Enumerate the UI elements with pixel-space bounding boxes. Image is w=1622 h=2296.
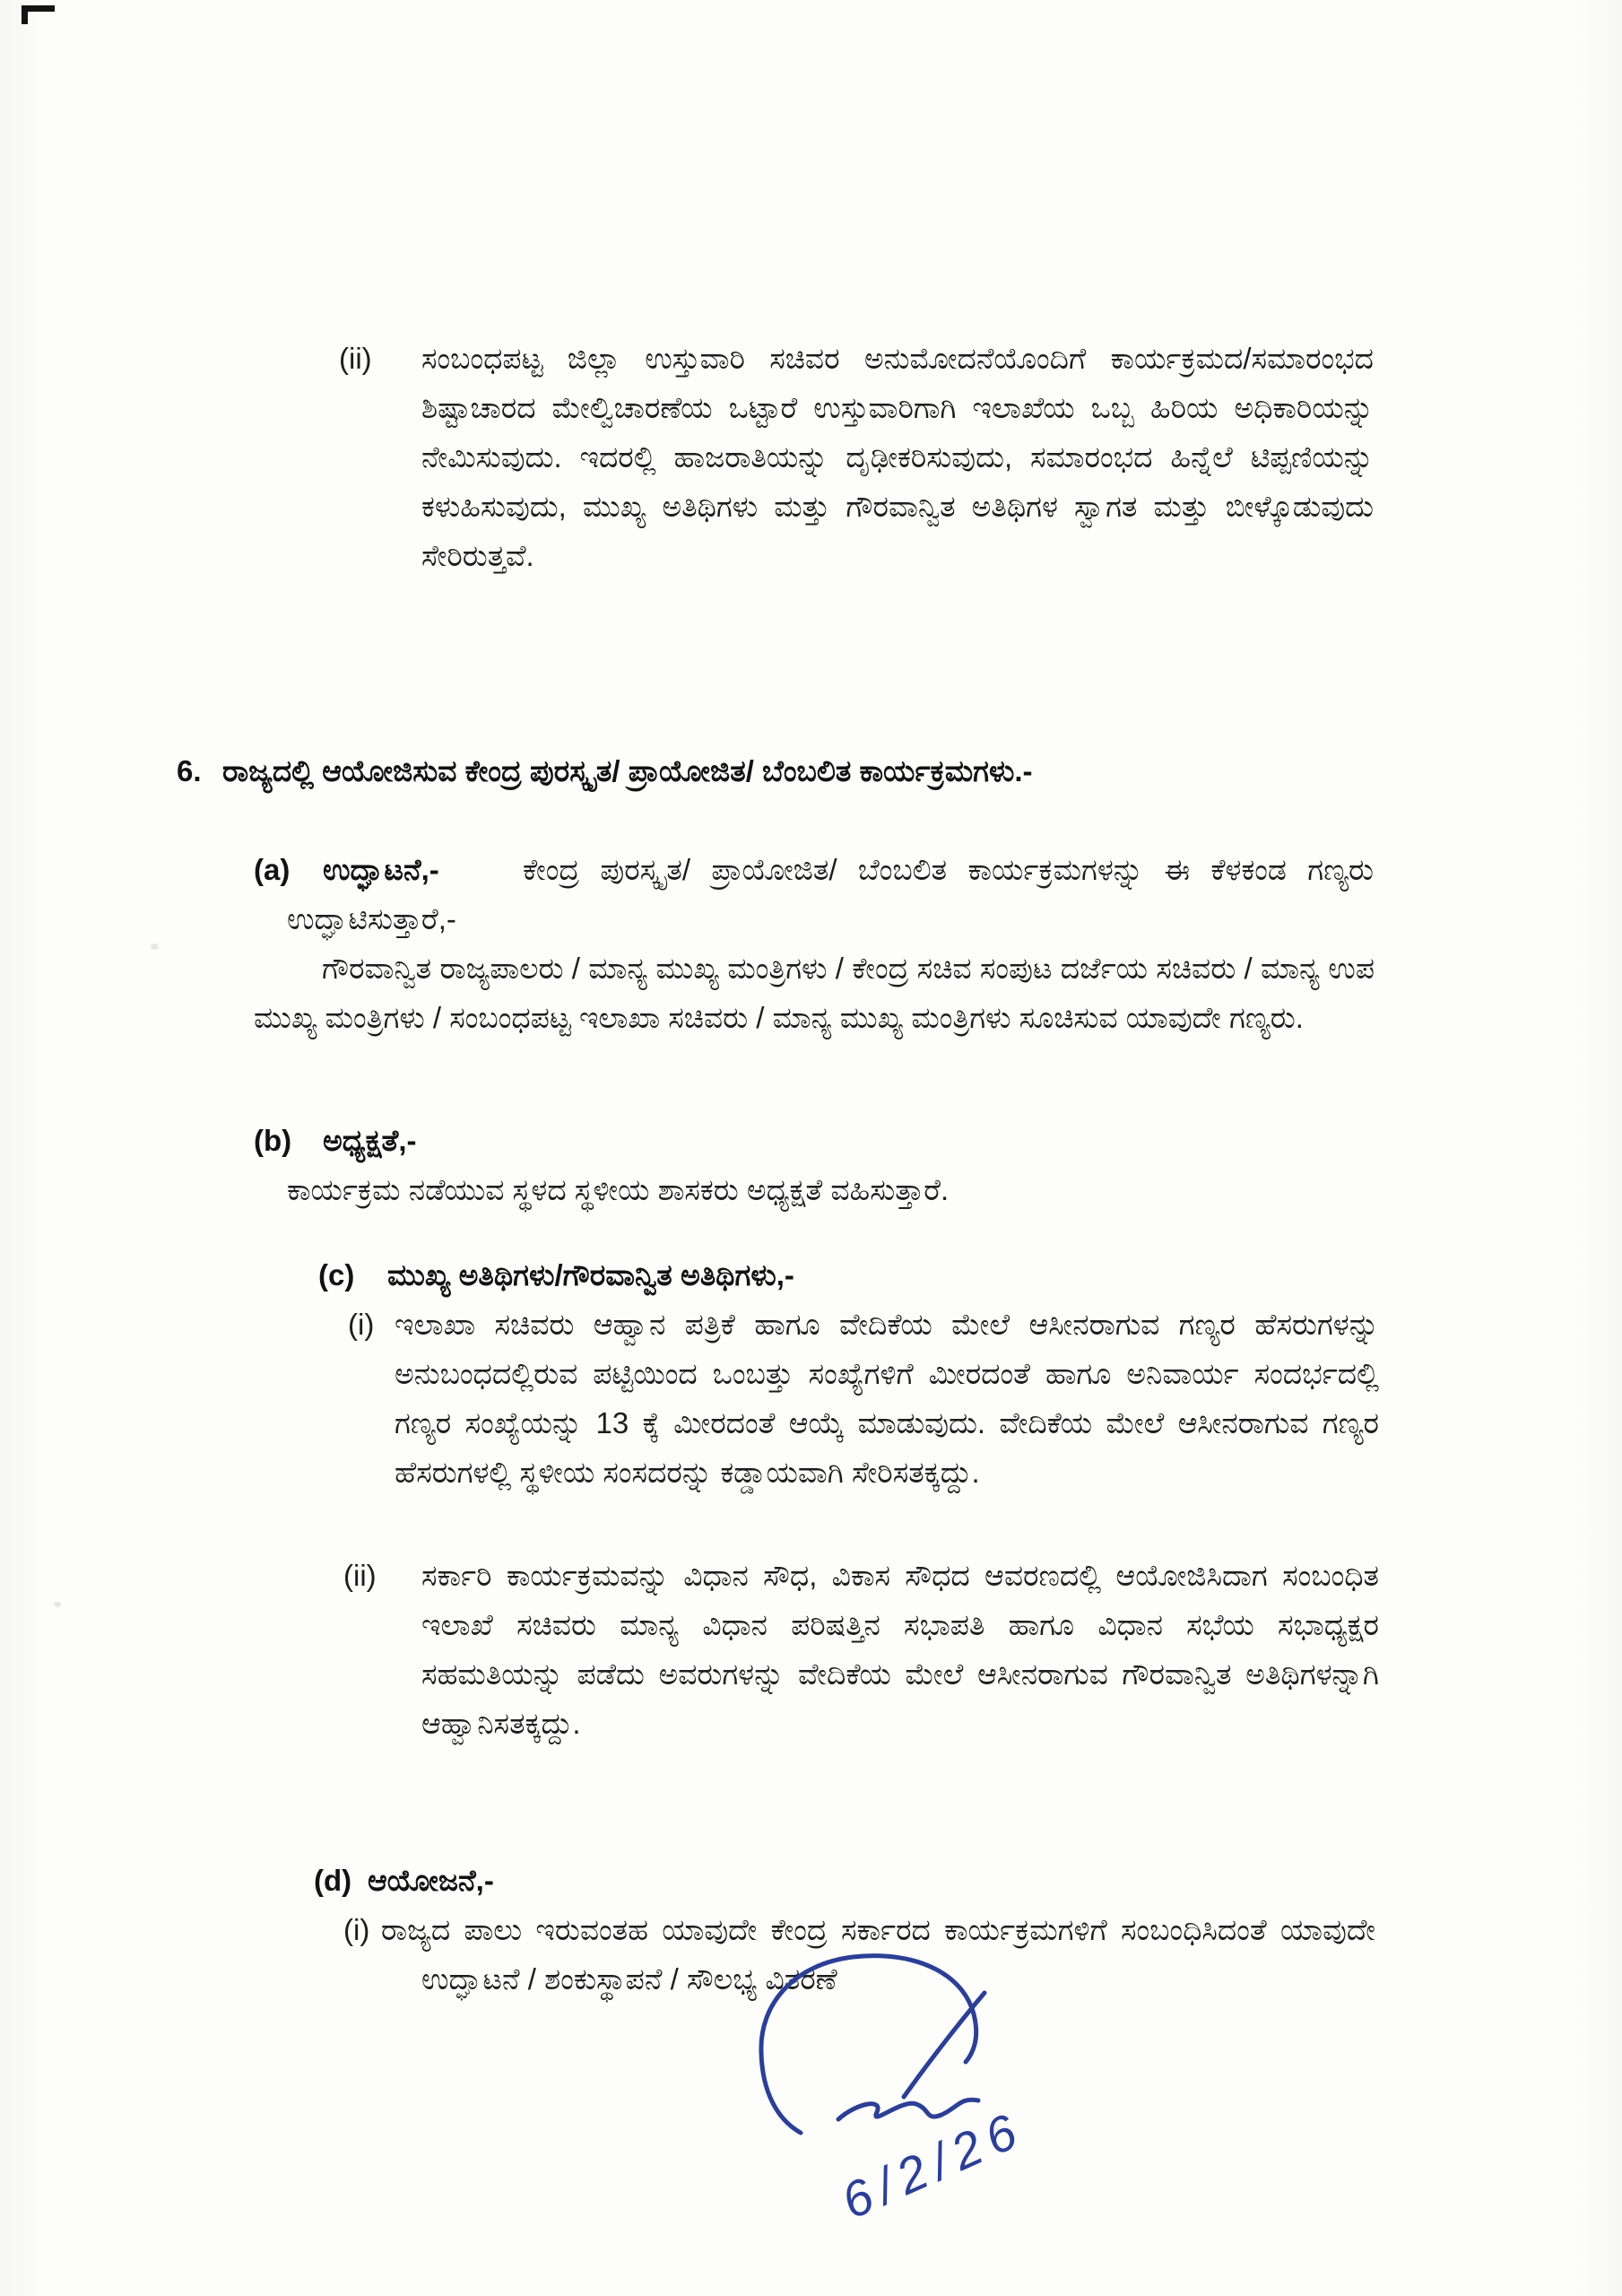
item-d-i-marker: (i) (343, 1913, 370, 1946)
signature-date: 6/2/26 (833, 2099, 1033, 2230)
scan-smudge (151, 944, 159, 950)
item-d-heading (368, 1856, 1372, 1905)
item-d-label: ಆಯೋಜನೆ,- (368, 1864, 494, 1897)
item-b-text: ಕಾರ್ಯಕ್ರಮ ನಡೆಯುವ ಸ್ಥಳದ ಸ್ಥಳೀಯ ಶಾಸಕರು ಅಧ್ಯಕ್ಷತೆ ವಹಿಸುತ್ತಾರೆ. (287, 1173, 950, 1206)
item-b-heading (323, 1116, 1372, 1165)
item-c-label: ಮುಖ್ಯ ಅತಿಥಿಗಳು/ಗೌರವಾನ್ವಿತ ಅತಿಥಿಗಳು,- (387, 1258, 794, 1292)
section-6-heading (222, 746, 1374, 796)
scan-corner-mark (22, 5, 55, 24)
item-c-ii-paragraph (421, 1551, 1379, 1748)
clause-ii-paragraph (421, 334, 1374, 580)
signature-ink (717, 1928, 1184, 2287)
item-d-i-text: ರಾಜ್ಯದ ಪಾಲು ಇರುವಂತಹ ಯಾವುದೇ ಕೇಂದ್ರ ಸರ್ಕಾರದ ಕಾರ್ಯಕ್ರಮಗಳಿಗೆ ಸಂಬಂಧಿಸಿದಂತೆ ಯಾವುದೇ ಉದ್ಘಾಟನೆ / ಶಂಕುಸ್ಥಾಪನೆ / ಸೌಲಭ್ಯ ವಿತರಣೆ (381, 1913, 1375, 1996)
dignitaries-paragraph (254, 944, 1375, 1042)
item-a-paragraph (287, 845, 1374, 944)
clause-ii-text: ಸಂಬಂಧಪಟ್ಟ ಜಿಲ್ಲಾ ಉಸ್ತುವಾರಿ ಸಚಿವರ ಅನುಮೋದನೆಯೊಂದಿಗೆ ಕಾರ್ಯಕ್ರಮದ/ಸಮಾರಂಭದ ಶಿಷ್ಟಾಚಾರದ ಮೇಲ್ವಿಚಾರಣೆಯ ಒಟ್ಟಾರೆ ಉಸ್ತುವಾರಿಗಾಗಿ ಇಲಾಖೆಯ ಒಬ್ಬ ಹಿರಿಯ ಅಧಿಕಾರಿಯನ್ನು ನೇಮಿಸುವುದು. ಇದರಲ್ಲಿ ಹಾಜರಾತಿಯನ್ನು ದೃಢೀಕರಿಸುವುದು, ಸಮಾರಂಭದ ಹಿನ್ನೆಲೆ ಟಿಪ್ಪಣಿಯನ್ನು ಕಳುಹಿಸುವುದು, ಮುಖ್ಯ ಅತಿಥಿಗಳು ಮತ್ತು ಗೌರವಾನ್ವಿತ ಅತಿಥಿಗಳ ಸ್ವಾಗತ ಮತ್ತು ಬೀಳ್ಕೊಡುವುದು ಸೇರಿರುತ್ತವೆ. (421, 342, 1374, 572)
item-d-marker: (d) (314, 1864, 352, 1897)
signature-zigzag (838, 2100, 978, 2119)
clause-ii-marker: (ii) (339, 342, 372, 375)
item-b-paragraph (287, 1165, 1399, 1214)
item-b-label: ಅಧ್ಯಕ್ಷತೆ,- (323, 1124, 417, 1157)
scan-smudge (54, 1602, 61, 1607)
item-c-ii-text: ಸರ್ಕಾರಿ ಕಾರ್ಯಕ್ರಮವನ್ನು ವಿಧಾನ ಸೌಧ, ವಿಕಾಸ ಸೌಧದ ಆವರಣದಲ್ಲಿ ಆಯೋಜಿಸಿದಾಗ ಸಂಬಂಧಿತ ಇಲಾಖೆ ಸಚಿವರು ಮಾನ್ಯ ವಿಧಾನ ಪರಿಷತ್ತಿನ ಸಭಾಪತಿ ಹಾಗೂ ವಿಧಾನ ಸಭೆಯ ಸಭಾಧ್ಯಕ್ಷರ ಸಹಮತಿಯನ್ನು ಪಡೆದು ಅವರುಗಳನ್ನು ವೇದಿಕೆಯ ಮೇಲೆ ಆಸೀನರಾಗುವ ಗೌರವಾನ್ವಿತ ಅತಿಥಿಗಳನ್ನಾಗಿ ಆಹ್ವಾನಿಸತಕ್ಕದ್ದು. (421, 1559, 1379, 1740)
section-6-title: ರಾಜ್ಯದಲ್ಲಿ ಆಯೋಜಿಸುವ ಕೇಂದ್ರ ಪುರಸ್ಕೃತ/ ಪ್ರಾಯೋಜಿತ/ ಬೆಂಬಲಿತ ಕಾರ್ಯಕ್ರಮಗಳು.- (222, 754, 1033, 787)
item-b-marker: (b) (254, 1124, 292, 1157)
item-a-label: ಉದ್ಘಾಟನೆ,- (323, 853, 439, 886)
item-c-i-text: ಇಲಾಖಾ ಸಚಿವರು ಆಹ್ವಾನ ಪತ್ರಿಕೆ ಹಾಗೂ ವೇದಿಕೆಯ ಮೇಲೆ ಆಸೀನರಾಗುವ ಗಣ್ಯರ ಹೆಸರುಗಳನ್ನು ಅನುಬಂಧದಲ್ಲಿರುವ ಪಟ್ಟಿಯಿಂದ ಒಂಬತ್ತು ಸಂಖ್ಯೆಗಳಿಗೆ ಮೀರದಂತೆ ಹಾಗೂ ಅನಿವಾರ್ಯ ಸಂದರ್ಭದಲ್ಲಿ ಗಣ್ಯರ ಸಂಖ್ಯೆಯನ್ನು 13 ಕ್ಕೆ ಮೀರದಂತೆ ಆಯ್ಕೆ ಮಾಡುವುದು. ವೇದಿಕೆಯ ಮೇಲೆ ಆಸೀನರಾಗುವ ಗಣ್ಯರ ಹೆಸರುಗಳಲ್ಲಿ ಸ್ಥಳೀಯ ಸಂಸದರನ್ನು ಕಡ್ಡಾಯವಾಗಿ ಸೇರಿಸತಕ್ಕದ್ದು. (395, 1308, 1379, 1489)
item-c-ii-marker: (ii) (343, 1559, 377, 1592)
item-c-i-marker: (i) (348, 1308, 375, 1341)
item-a-text (287, 845, 1374, 944)
item-c-heading (387, 1250, 1383, 1300)
item-a-body: ಕೇಂದ್ರ ಪುರಸ್ಕೃತ/ ಪ್ರಾಯೋಜಿತ/ ಬೆಂಬಲಿತ ಕಾರ್ಯಕ್ರಮಗಳನ್ನು ಈ ಕೆಳಕಂಡ ಗಣ್ಯರು ಉದ್ಘಾಟಿಸುತ್ತಾರೆ,- (287, 853, 1374, 935)
dignitaries-text: ಗೌರವಾನ್ವಿತ ರಾಜ್ಯಪಾಲರು / ಮಾನ್ಯ ಮುಖ್ಯ ಮಂತ್ರಿಗಳು / ಕೇಂದ್ರ ಸಚಿವ ಸಂಪುಟ ದರ್ಜೆಯ ಸಚಿವರು / ಮಾನ್ಯ ಉಪ ಮುಖ್ಯ ಮಂತ್ರಿಗಳು / ಸಂಬಂಧಪಟ್ಟ ಇಲಾಖಾ ಸಚಿವರು / ಮಾನ್ಯ ಮುಖ್ಯ ಮಂತ್ರಿಗಳು ಸೂಚಿಸುವ ಯಾವುದೇ ಗಣ್ಯರು. (254, 952, 1375, 1034)
section-6-number: 6. (177, 754, 202, 787)
item-c-i-paragraph (395, 1300, 1379, 1497)
item-c-marker: (c) (318, 1258, 355, 1292)
signature-block (717, 1928, 1184, 2287)
item-a-marker: (a) (254, 853, 291, 886)
